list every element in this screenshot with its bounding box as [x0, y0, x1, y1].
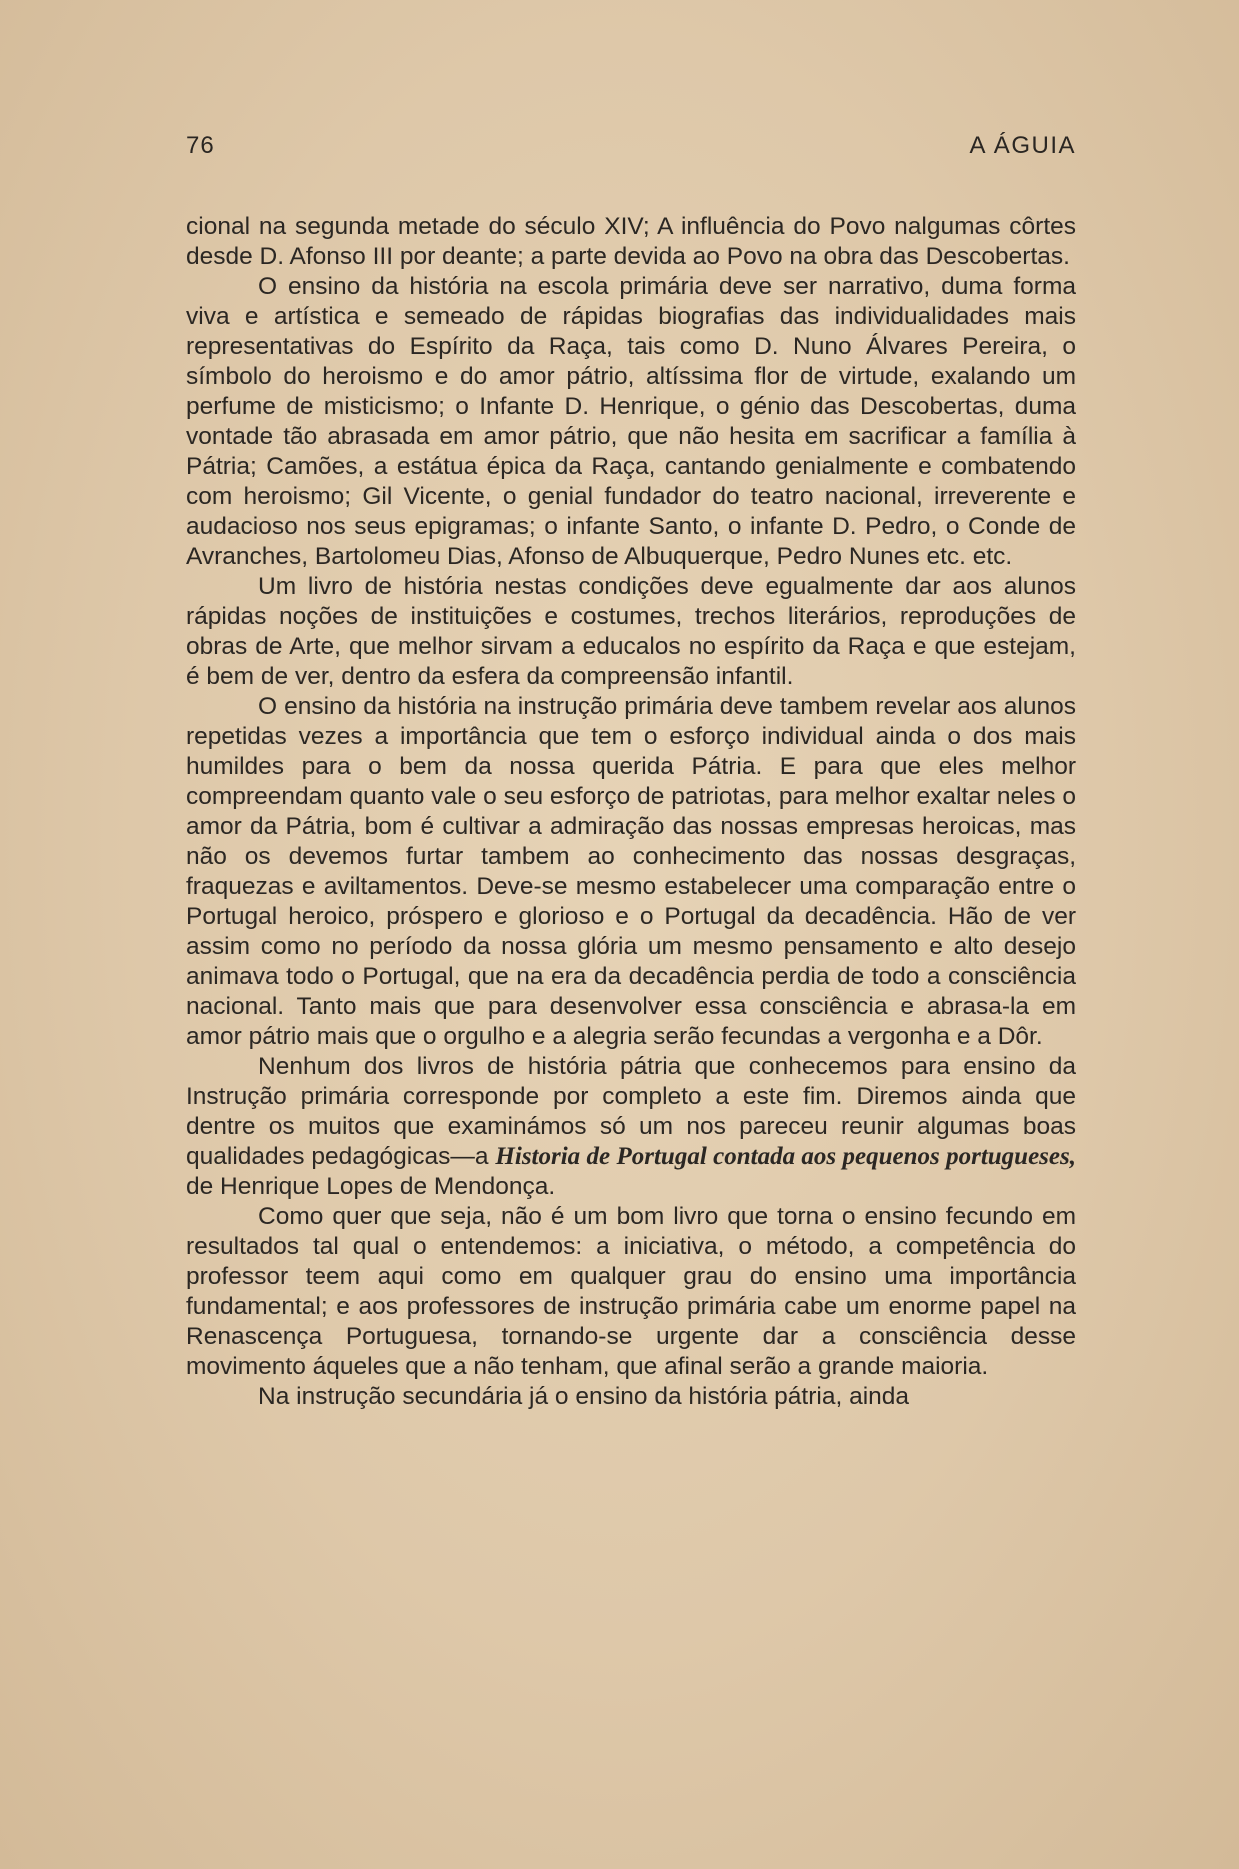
paragraph-5 [186, 1052, 1076, 1202]
paragraph-5-text-after: de Henrique Lopes de Mendonça. [186, 1173, 556, 1200]
book-title-italic: Historia de Portugal contada aos pequenos portugueses, [495, 1143, 1076, 1170]
paragraph-5-text-before: Nenhum dos livros de história pátria que conhecemos para ensino da Instrução primária corresponde por completo a este fim. Diremos ainda que dentre os muitos que examinámos só um nos pareceu reunir algumas boas qualidades pedagógicas—a [186, 1053, 1076, 1170]
paragraph-6: Como quer que seja, não é um bom livro que torna o ensino fecundo em resultados tal qual o entendemos: a iniciativa, o método, a competência do professor teem aqui como em qualquer grau do ensino uma importância fundamental; e aos professores de instrução primária cabe um enorme papel na Renascença Portuguesa, tornando-se urgente dar a consciência desse movimento áqueles que a não tenham, que afinal serão a grande maioria. [186, 1203, 1076, 1380]
paragraph-4: O ensino da história na instrução primária deve tambem revelar aos alunos repetidas vezes a importância que tem o esforço individual ainda o dos mais humildes para o bem da nossa querida Pátria. E para que eles melhor compreendam quanto vale o seu esforço de patriotas, para melhor exaltar neles o amor da Pátria, bom é cultivar a admiração das nossas empresas heroicas, mas não os devemos furtar tambem ao conhecimento das nossas desgraças, fraquezas e aviltamentos. Deve-se mesmo estabelecer uma comparação entre o Portugal heroico, próspero e glorioso e o Portugal da decadência. Hão de ver assim como no período da nossa glória um mesmo pensamento e alto desejo animava todo o Portugal, que na era da decadência perdia de todo a consciência nacional. Tanto mais que para desenvolver essa consciência e abrasa-la em amor pátrio mais que o orgulho e a alegria serão fecundas a vergonha e a Dôr. [186, 693, 1076, 1050]
body-text [186, 212, 1076, 1412]
paragraph-7: Na instrução secundária já o ensino da história pátria, ainda [258, 1383, 910, 1410]
running-title: A ÁGUIA [969, 132, 1076, 159]
paragraph-1: cional na segunda metade do século XIV; A influência do Povo nalgumas côrtes desde D. Afonso III por deante; a parte devida ao Povo na obra das Descobertas. [186, 213, 1076, 270]
page-header [186, 132, 1076, 168]
paragraph-2: O ensino da história na escola primária deve ser narrativo, duma forma viva e artística e semeado de rápidas biografias das individualidades mais representativas do Espírito da Raça, tais como D. Nuno Álvares Pereira, o símbolo do heroismo e do amor pátrio, altíssima flor de virtude, exalando um perfume de misticismo; o Infante D. Henrique, o génio das Descobertas, duma vontade tão abrasada em amor pátrio, que não hesita em sacrificar a família à Pátria; Camões, a estátua épica da Raça, cantando genialmente e combatendo com heroismo; Gil Vicente, o genial fundador do teatro nacional, irreverente e audacioso nos seus epigramas; o infante Santo, o infante D. Pedro, o Conde de Avranches, Bartolomeu Dias, Afonso de Albuquerque, Pedro Nunes etc. etc. [186, 273, 1076, 570]
page-number: 76 [186, 132, 215, 159]
paragraph-3: Um livro de história nestas condições deve egualmente dar aos alunos rápidas noções de instituições e costumes, trechos literários, reproduções de obras de Arte, que melhor sirvam a educalos no espírito da Raça e que estejam, é bem de ver, dentro da esfera da compreensão infantil. [186, 573, 1076, 690]
